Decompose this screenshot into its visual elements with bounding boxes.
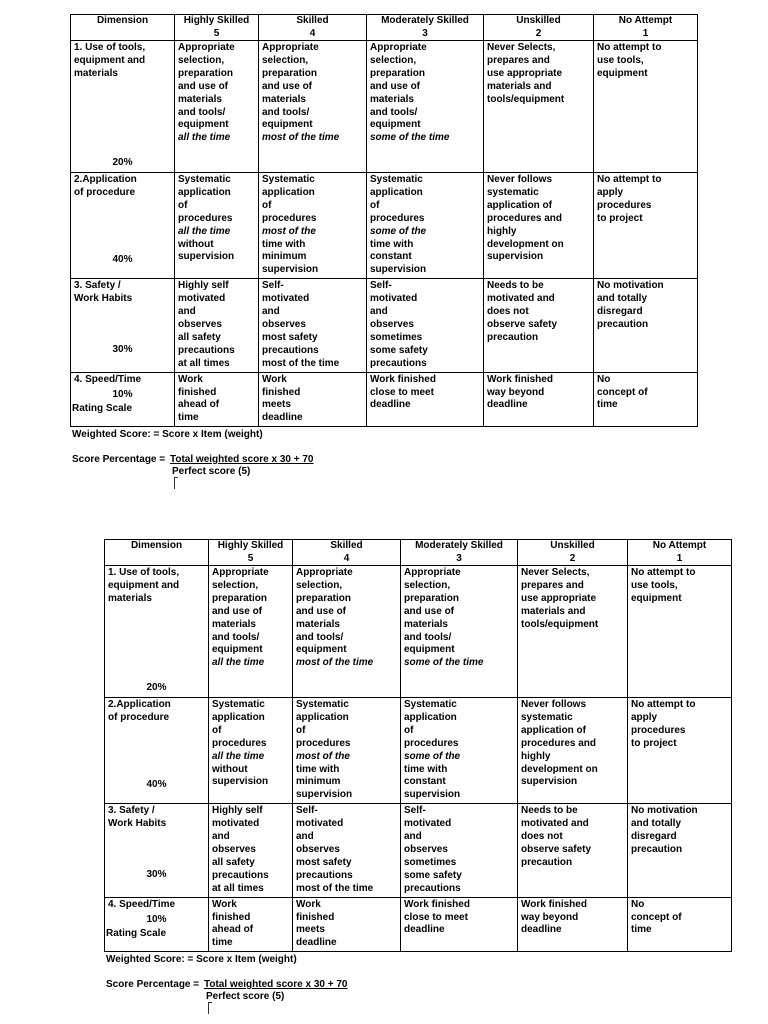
descriptor-frequency: most of the xyxy=(296,750,350,762)
dimension-weight: 20% xyxy=(146,681,167,693)
column-header-name: Moderately Skilled xyxy=(415,540,503,551)
dimension-name: 3. Safety / Work Habits xyxy=(74,280,133,305)
dimension-cell xyxy=(105,566,209,698)
score-percentage-label: Score Percentage = xyxy=(72,454,166,465)
descriptor-cell xyxy=(401,698,518,804)
dimension-name: 2.Application of procedure xyxy=(108,699,171,723)
descriptor-supervision: time with constant supervision xyxy=(370,238,427,276)
weighted-score-formula: Weighted Score: = Score x Item (weight) xyxy=(106,954,297,965)
descriptor-cell xyxy=(594,372,698,427)
descriptor-cell xyxy=(628,804,732,897)
descriptor-cell xyxy=(259,41,367,173)
descriptor-frequency: most of the xyxy=(262,225,316,237)
dimension-weight: 20% xyxy=(112,156,133,168)
table-row xyxy=(105,804,732,897)
descriptor-supervision: without supervision xyxy=(212,763,269,788)
column-header-score: 4 xyxy=(343,552,350,564)
descriptor-text: No motivation and totally disregard precaution xyxy=(631,805,698,855)
descriptor-cell xyxy=(484,173,594,279)
descriptor-cell xyxy=(367,279,484,372)
descriptor-text: Highly self motivated and observes all safety precautions at all times xyxy=(212,805,269,894)
text-cursor-icon xyxy=(208,1002,215,1014)
descriptor-frequency: all the time xyxy=(178,132,231,144)
descriptor-text: Work finished close to meet deadline xyxy=(370,373,436,411)
dimension-weight: 30% xyxy=(146,869,167,881)
descriptor-supervision: time with minimum supervision xyxy=(296,763,353,801)
descriptor-cell xyxy=(484,41,594,173)
column-header-score: 5 xyxy=(213,27,220,39)
descriptor-cell xyxy=(209,698,293,804)
descriptor-cell xyxy=(628,897,732,952)
dimension-weight: 10% xyxy=(146,913,167,925)
dimension-cell xyxy=(71,173,175,279)
perfect-score-denominator: Perfect score (5) xyxy=(206,991,285,1002)
column-header-name: No Attempt xyxy=(652,540,707,551)
descriptor-cell xyxy=(518,804,628,897)
rating-notes xyxy=(104,928,504,1008)
dimension-cell xyxy=(105,698,209,804)
descriptor-cell xyxy=(518,698,628,804)
table-header-row xyxy=(71,15,698,41)
descriptor-text: Appropriate selection, preparation and use of materials and tools/ equipment xyxy=(370,42,427,131)
column-header-name: Highly Skilled xyxy=(183,15,250,26)
column-header-name: Skilled xyxy=(330,540,363,551)
descriptor-text: Work finished way beyond deadline xyxy=(521,898,587,936)
column-header xyxy=(628,540,732,566)
score-percentage-formula: Total weighted score x 30 + 70 xyxy=(170,454,314,465)
column-header xyxy=(293,540,401,566)
descriptor-text: Appropriate selection, preparation and use of materials and tools/ equipment xyxy=(296,567,353,656)
dimension-weight: 10% xyxy=(112,388,133,400)
descriptor-text: No attempt to apply procedures to project xyxy=(631,699,696,749)
descriptor-text: Work finished meets deadline xyxy=(262,373,303,424)
descriptor-cell xyxy=(518,566,628,698)
descriptor-frequency: most of the time xyxy=(262,132,340,144)
column-header-name: No Attempt xyxy=(618,15,673,26)
descriptor-text: Self- motivated and observes sometimes some safety precautions xyxy=(370,280,428,369)
descriptor-text: Work finished ahead of time xyxy=(178,373,220,424)
column-header xyxy=(259,15,367,41)
descriptor-supervision: time with minimum supervision xyxy=(262,238,319,276)
descriptor-text: Systematic application of procedures xyxy=(178,174,233,224)
rating-notes xyxy=(70,403,470,483)
descriptor-text: Highly self motivated and observes all safety precautions at all times xyxy=(178,280,235,369)
column-header xyxy=(105,540,209,566)
dimension-weight: 40% xyxy=(112,253,133,265)
column-header-score: 4 xyxy=(309,27,316,39)
descriptor-frequency: some of the xyxy=(404,750,461,762)
score-percentage-label: Score Percentage = xyxy=(106,979,200,990)
descriptor-text: No concept of time xyxy=(631,898,682,936)
table-row xyxy=(105,566,732,698)
descriptor-cell xyxy=(401,566,518,698)
descriptor-cell xyxy=(175,41,259,173)
dimension-name: 2.Application of procedure xyxy=(74,174,137,198)
dimension-name: 1. Use of tools, equipment and materials xyxy=(108,567,180,604)
column-header-score: 3 xyxy=(456,552,462,564)
descriptor-cell xyxy=(209,804,293,897)
descriptor-frequency: some of the time xyxy=(404,657,484,669)
descriptor-cell xyxy=(594,173,698,279)
perfect-score-denominator: Perfect score (5) xyxy=(172,466,251,477)
dimension-name: 4. Speed/Time xyxy=(74,373,142,385)
descriptor-text: Never follows systematic application of procedures and highly development on supervision xyxy=(521,699,598,788)
descriptor-text: Systematic application of procedures xyxy=(370,174,425,224)
column-header-score: 5 xyxy=(247,552,254,564)
descriptor-text: Self- motivated and observes most safety precautions most of the time xyxy=(262,280,340,369)
descriptor-supervision: time with constant supervision xyxy=(404,763,461,801)
descriptor-frequency: some of the xyxy=(370,225,427,237)
column-header xyxy=(484,15,594,41)
column-header-name: Highly Skilled xyxy=(217,540,284,551)
descriptor-cell xyxy=(175,279,259,372)
descriptor-cell xyxy=(594,279,698,372)
column-header-name: Dimension xyxy=(96,15,149,26)
dimension-cell xyxy=(105,804,209,897)
column-header-score: 3 xyxy=(422,27,428,39)
descriptor-text: Systematic application of procedures xyxy=(212,699,267,749)
descriptor-frequency: all the time xyxy=(178,225,231,237)
descriptor-cell xyxy=(628,566,732,698)
descriptor-text: Appropriate selection, preparation and use of materials and tools/ equipment xyxy=(212,567,269,656)
column-header-name: Moderately Skilled xyxy=(381,15,469,26)
descriptor-cell xyxy=(628,698,732,804)
dimension-cell xyxy=(71,41,175,173)
column-header xyxy=(209,540,293,566)
descriptor-cell xyxy=(518,897,628,952)
column-header-score: 2 xyxy=(535,27,542,39)
dimension-cell xyxy=(71,279,175,372)
rubric-block-1 xyxy=(70,14,698,427)
text-cursor-icon xyxy=(174,477,181,489)
descriptor-text: Work finished close to meet deadline xyxy=(404,898,470,936)
descriptor-text: Systematic application of procedures xyxy=(262,174,317,224)
descriptor-text: Systematic application of procedures xyxy=(296,699,351,749)
descriptor-cell xyxy=(401,804,518,897)
descriptor-text: Appropriate selection, preparation and use of materials and tools/ equipment xyxy=(178,42,235,131)
descriptor-cell xyxy=(259,173,367,279)
column-header-name: Dimension xyxy=(130,540,183,551)
column-header xyxy=(518,540,628,566)
descriptor-cell xyxy=(209,566,293,698)
descriptor-cell xyxy=(367,41,484,173)
descriptor-text: No concept of time xyxy=(597,373,648,411)
column-header-score: 1 xyxy=(676,552,683,564)
dimension-name: 1. Use of tools, equipment and materials xyxy=(74,42,146,79)
descriptor-text: Work finished ahead of time xyxy=(212,898,254,949)
descriptor-cell xyxy=(484,372,594,427)
rubric-table xyxy=(70,14,698,427)
column-header-name: Unskilled xyxy=(550,540,595,551)
descriptor-cell xyxy=(367,173,484,279)
descriptor-text: Systematic application of procedures xyxy=(404,699,459,749)
descriptor-cell xyxy=(259,279,367,372)
column-header xyxy=(401,540,518,566)
descriptor-text: Work finished way beyond deadline xyxy=(487,373,553,411)
descriptor-cell xyxy=(293,566,401,698)
descriptor-frequency: all the time xyxy=(212,657,265,669)
descriptor-text: Needs to be motivated and does not observe safety precaution xyxy=(487,280,558,343)
score-percentage-formula: Total weighted score x 30 + 70 xyxy=(204,979,348,990)
rating-scale-heading: Rating Scale xyxy=(106,928,167,939)
column-header xyxy=(175,15,259,41)
descriptor-text: Never Selects, prepares and use appropriate materials and tools/equipment xyxy=(487,42,565,105)
descriptor-text: Appropriate selection, preparation and use of materials and tools/ equipment xyxy=(262,42,319,131)
descriptor-supervision: without supervision xyxy=(178,238,235,263)
descriptor-cell xyxy=(484,279,594,372)
dimension-weight: 30% xyxy=(112,344,133,356)
descriptor-cell xyxy=(594,41,698,173)
descriptor-text: No motivation and totally disregard precaution xyxy=(597,280,664,330)
descriptor-cell xyxy=(293,804,401,897)
descriptor-frequency: some of the time xyxy=(370,132,450,144)
weighted-score-formula: Weighted Score: = Score x Item (weight) xyxy=(72,429,263,440)
descriptor-text: No attempt to use tools, equipment xyxy=(597,42,662,79)
descriptor-text: Self- motivated and observes sometimes some safety precautions xyxy=(404,805,462,894)
dimension-name: 3. Safety / Work Habits xyxy=(108,805,167,830)
descriptor-text: Appropriate selection, preparation and use of materials and tools/ equipment xyxy=(404,567,461,656)
table-header-row xyxy=(105,540,732,566)
descriptor-text: Self- motivated and observes most safety precautions most of the time xyxy=(296,805,374,894)
descriptor-text: Needs to be motivated and does not observe safety precaution xyxy=(521,805,592,868)
column-header-name: Skilled xyxy=(296,15,329,26)
descriptor-text: Work finished meets deadline xyxy=(296,898,337,949)
table-row xyxy=(105,698,732,804)
dimension-name: 4. Speed/Time xyxy=(108,898,176,910)
rating-scale-heading: Rating Scale xyxy=(72,403,133,414)
descriptor-frequency: all the time xyxy=(212,750,265,762)
column-header xyxy=(71,15,175,41)
descriptor-text: No attempt to use tools, equipment xyxy=(631,567,696,604)
table-row xyxy=(71,279,698,372)
dimension-weight: 40% xyxy=(146,778,167,790)
table-row xyxy=(71,173,698,279)
table-row xyxy=(71,41,698,173)
descriptor-text: Never follows systematic application of procedures and highly development on supervision xyxy=(487,174,564,263)
descriptor-text: No attempt to apply procedures to project xyxy=(597,174,662,224)
descriptor-cell xyxy=(175,173,259,279)
descriptor-text: Never Selects, prepares and use appropriate materials and tools/equipment xyxy=(521,567,599,630)
descriptor-frequency: most of the time xyxy=(296,657,374,669)
column-header-name: Unskilled xyxy=(516,15,561,26)
rubric-block-2 xyxy=(104,539,732,952)
column-header xyxy=(367,15,484,41)
column-header-score: 1 xyxy=(642,27,649,39)
rubric-table xyxy=(104,539,732,952)
column-header xyxy=(594,15,698,41)
descriptor-cell xyxy=(293,698,401,804)
column-header-score: 2 xyxy=(569,552,576,564)
